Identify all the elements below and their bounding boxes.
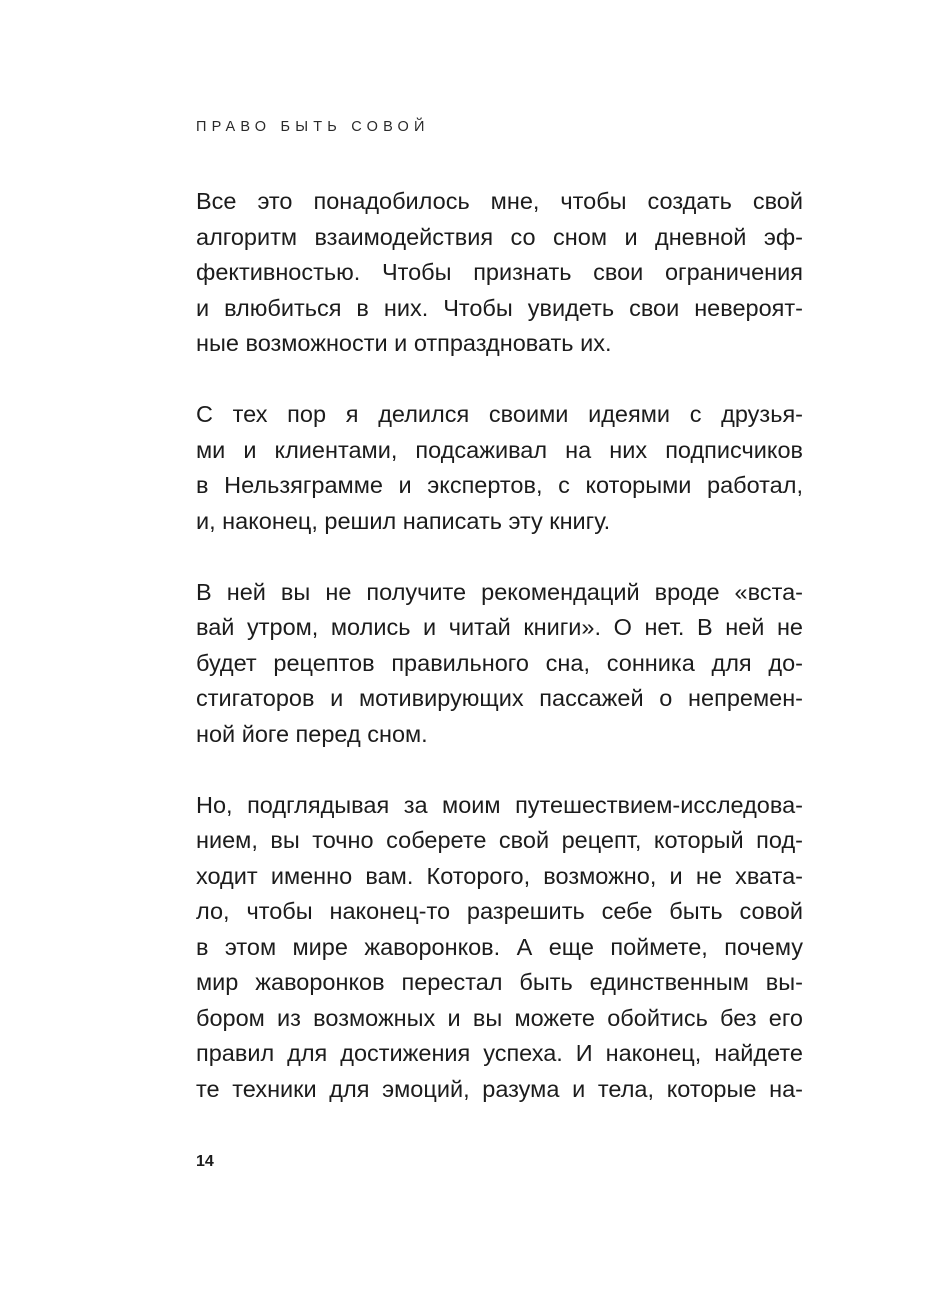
paragraph [196, 788, 803, 1108]
paragraph [196, 397, 803, 539]
page-number: 14 [196, 1153, 214, 1170]
text-line: ми и клиентами, подсаживал на них подписчиков [196, 436, 803, 463]
text-line: ло, чтобы наконец-то разрешить себе быть совой [196, 898, 803, 924]
text-line: фективностью. Чтобы признать свои ограничения [196, 259, 803, 285]
text-line: ной йоге перед сном. [196, 720, 428, 747]
text-line: нием, вы точно соберете свой рецепт, который под- [196, 827, 803, 853]
text-line: правил для достижения успеха. И наконец, найдете [196, 1040, 803, 1066]
text-line: будет рецептов правильного сна, сонника для до- [196, 649, 803, 676]
running-head: ПРАВО БЫТЬ СОВОЙ [196, 119, 430, 135]
text-line: алгоритм взаимодействия со сном и дневной эф- [196, 223, 803, 250]
text-line: в этом мире жаворонков. А еще поймете, почему [196, 933, 803, 960]
paragraph [196, 575, 803, 753]
text-line: мир жаворонков перестал быть единственным вы- [196, 969, 803, 995]
text-line: ходит именно вам. Которого, возможно, и не хвата- [196, 862, 803, 889]
text-line: вай утром, молись и читай книги». О нет. В ней не [196, 614, 803, 640]
text-line: стигаторов и мотивирующих пассажей о непремен- [196, 685, 803, 711]
body-text [196, 184, 803, 1143]
text-line: те техники для эмоций, разума и тела, которые на- [196, 1075, 803, 1102]
text-line: Все это понадобилось мне, чтобы создать свой [196, 188, 803, 214]
text-line: С тех пор я делился своими идеями с друзья- [196, 401, 803, 427]
text-line: и, наконец, решил написать эту книгу. [196, 507, 611, 534]
text-line: ные возможности и отпраздновать их. [196, 330, 612, 356]
text-line: Но, подглядывая за моим путешествием-исследова- [196, 791, 803, 818]
paragraph [196, 184, 803, 362]
text-line: В ней вы не получите рекомендаций вроде «вста- [196, 578, 803, 605]
text-line: бором из возможных и вы можете обойтись без его [196, 1004, 803, 1031]
text-line: и влюбиться в них. Чтобы увидеть свои невероят- [196, 294, 803, 321]
text-line: в Нельзяграмме и экспертов, с которыми работал, [196, 472, 803, 498]
